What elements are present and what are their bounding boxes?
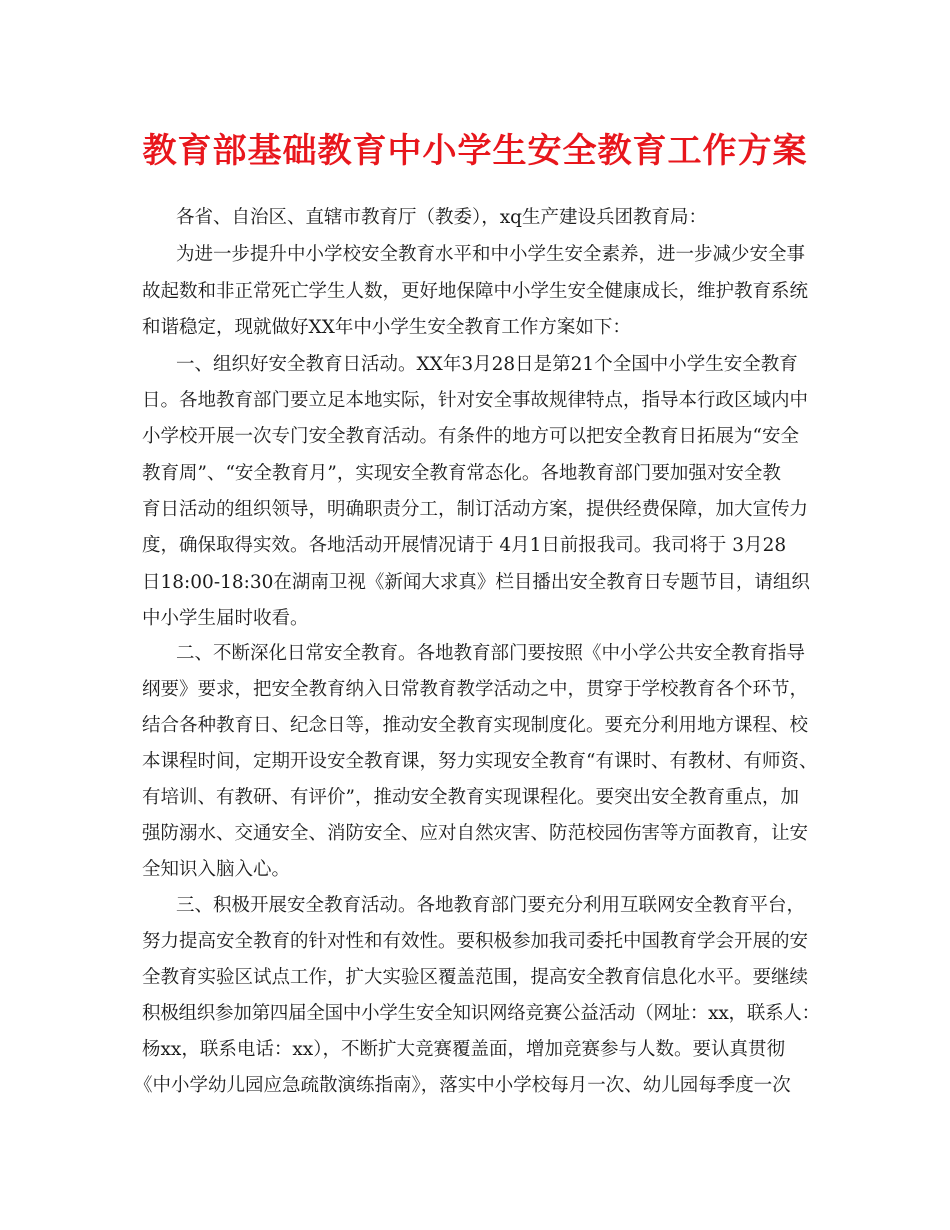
body-line: 强防溺水、交通安全、消防安全、应对自然灾害、防范校园伤害等方面教育，让安 [142,823,809,844]
body-line: 中小学生届时收看。 [142,608,309,629]
body-line: 结合各种教育日、纪念日等，推动安全教育实现制度化。要充分利用地方课程、校 [142,715,809,736]
body-line: 度，确保取得实效。各地活动开展情况请于 4月1日前报我司。我司将于 3月28 [142,535,787,556]
body-line: 日。各地教育部门要立足本地实际，针对安全事故规律特点，指导本行政区域内中 [142,390,809,411]
body-line: 二、不断深化日常安全教育。各地教育部门要按照《中小学公共安全教育指导 [176,643,806,664]
body-line: 三、积极开展安全教育活动。各地教育部门要充分利用互联网安全教育平台， [176,895,806,916]
body-line: 各省、自治区、直辖市教育厅（教委），xq生产建设兵团教育局： [176,207,708,228]
body-line: 育日活动的组织领导，明确职责分工，制订活动方案，提供经费保障，加大宣传力 [142,499,809,520]
body-line: 纲要》要求，把安全教育纳入日常教育教学活动之中，贯穿于学校教育各个环节， [142,679,809,700]
body-line: 《中小学幼儿园应急疏散演练指南》，落实中小学校每月一次、幼儿园每季度一次 [134,1075,791,1096]
body-line: 本课程时间，定期开设安全教育课，努力实现安全教育“有课时、有教材、有师资、 [142,751,818,772]
body-line: 教育周”、“安全教育月”，实现安全教育常态化。各地教育部门要加强对安全教 [142,463,781,484]
document-title: 教育部基础教育中小学生安全教育工作方案 [142,131,808,171]
body-line: 努力提高安全教育的针对性和有效性。要积极参加我司委托中国教育学会开展的安 [142,931,809,952]
body-line: 日18:00-18:30在湖南卫视《新闻大求真》栏目播出安全教育日专题节目，请组织 [142,572,810,593]
body-line: 一、组织好安全教育日活动。XX年3月28日是第21个全国中小学生安全教育 [176,354,798,375]
body-line: 小学校开展一次专门安全教育活动。有条件的地方可以把安全教育日拓展为“安全 [142,426,799,447]
body-line: 杨xx，联系电话：xx），不断扩大竞赛覆盖面，增加竞赛参与人数。要认真贯彻 [142,1039,785,1060]
body-line: 全教育实验区试点工作，扩大实验区覆盖范围，提高安全教育信息化水平。要继续 [142,967,809,988]
body-line: 积极组织参加第四届全国中小学生安全知识网络竞赛公益活动（网址：xx，联系人： [142,1003,820,1024]
body-line: 和谐稳定，现就做好XX年中小学生安全教育工作方案如下： [142,317,631,338]
body-line: 故起数和非正常死亡学生人数，更好地保障中小学生安全健康成长，维护教育系统 [142,281,809,302]
body-line: 有培训、有教研、有评价”，推动安全教育实现课程化。要突出安全教育重点，加 [142,787,799,808]
body-line: 为进一步提升中小学校安全教育水平和中小学生安全素养，进一步减少安全事 [176,244,806,265]
body-line: 全知识入脑入心。 [142,859,291,880]
